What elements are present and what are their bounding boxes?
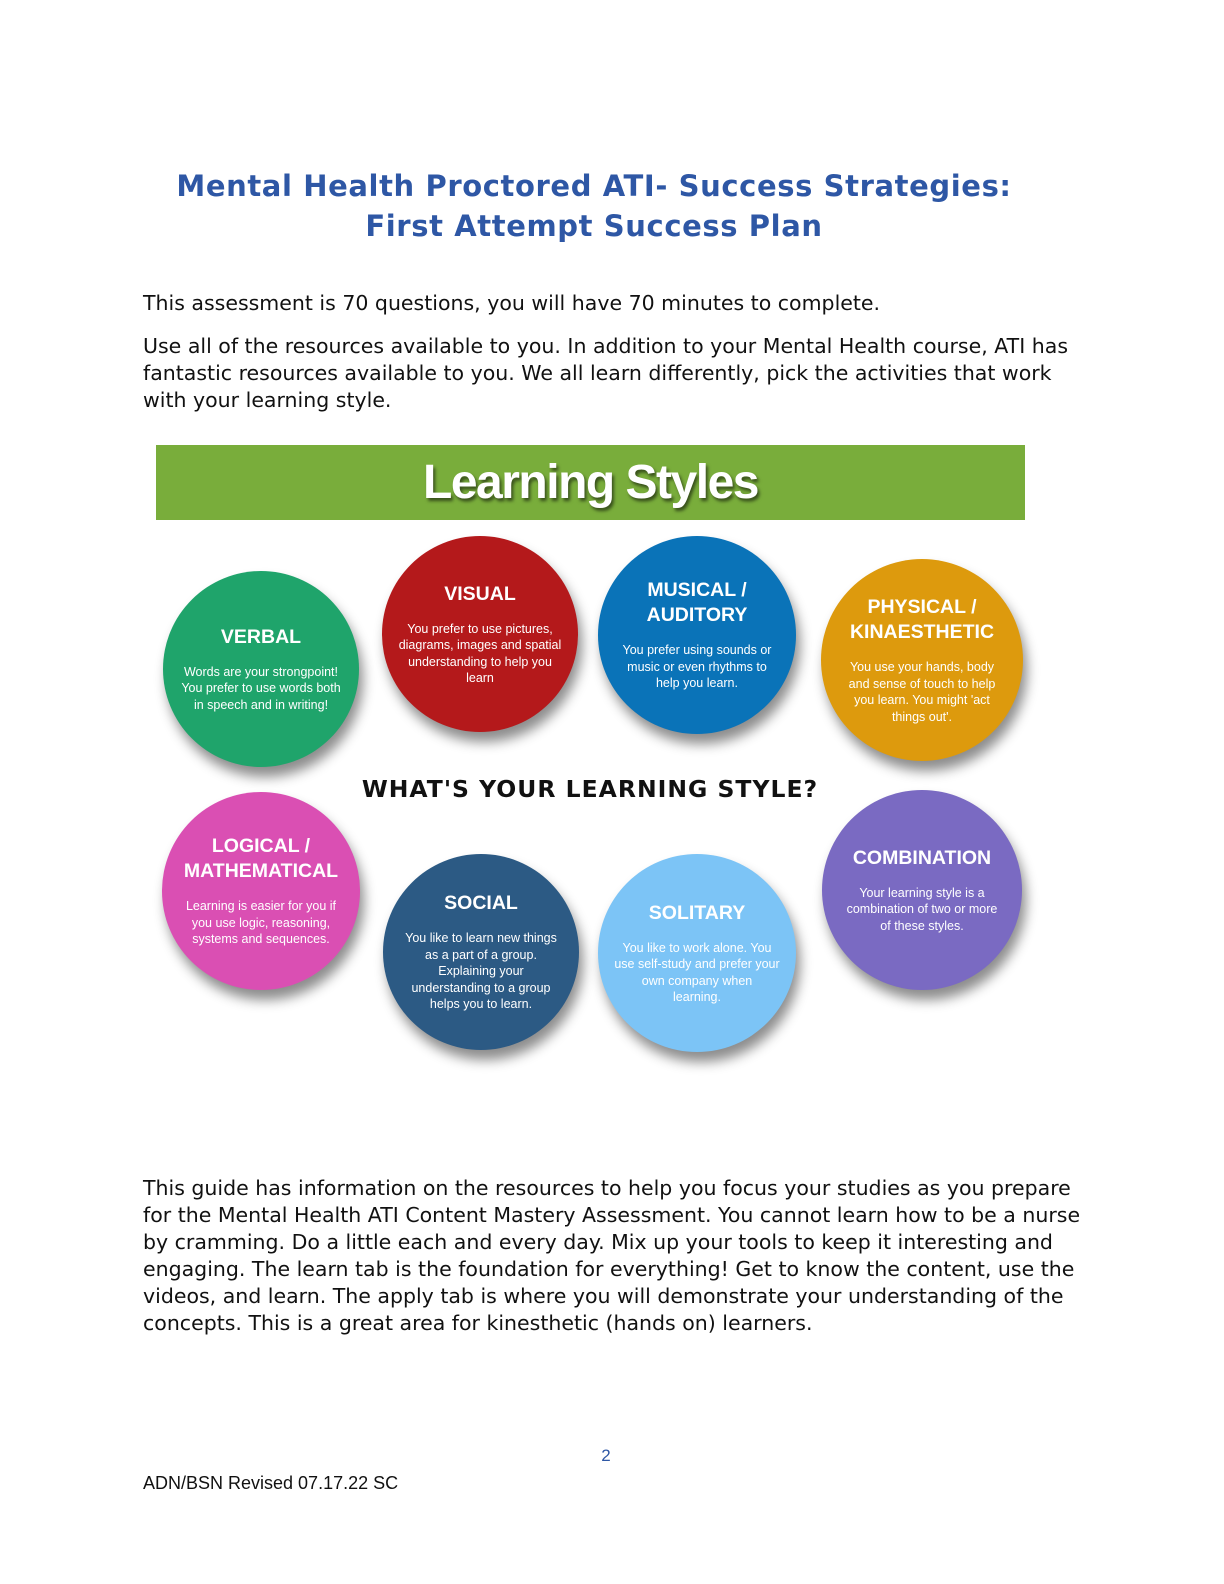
style-circle-verbal bbox=[163, 571, 359, 767]
style-description: You prefer to use pictures, diagrams, images and spatial understanding to help you learn bbox=[398, 621, 562, 685]
style-circle-visual bbox=[382, 536, 578, 732]
style-description: Your learning style is a combination of two or more of these styles. bbox=[846, 885, 998, 933]
learning-style-question: WHAT'S YOUR LEARNING STYLE? bbox=[361, 775, 819, 803]
style-title: PHYSICAL / KINAESTHETIC bbox=[849, 596, 995, 643]
resources-paragraph: Use all of the resources available to you. In addition to your Mental Health course, ATI has fantastic resources available to you. We all learn differently, pick the activities that work with your learning style. bbox=[143, 334, 1069, 412]
style-circle-combination bbox=[822, 790, 1022, 990]
style-title: LOGICAL / MATHEMATICAL bbox=[183, 835, 339, 883]
revision-note: ADN/BSN Revised 07.17.22 SC bbox=[143, 1473, 399, 1493]
style-circle-physical bbox=[821, 559, 1023, 761]
style-circle-musical bbox=[598, 536, 796, 734]
style-description: You use your hands, body and sense of touch to help you learn. You might 'act things out'. bbox=[848, 660, 996, 724]
title-line-2: First Attempt Success Plan bbox=[365, 209, 823, 243]
style-title: MUSICAL / AUDITORY bbox=[646, 579, 748, 627]
learning-styles-graphic bbox=[140, 430, 1040, 1070]
guide-paragraph: This guide has information on the resources to help you focus your studies as you prepare for the Mental Health ATI Content Mastery Assessment. You cannot learn how to be a nurse by cramming. Do a little each and every day. Mix up your tools to keep it interesting and engaging. The learn tab is the foundation for everything! Get to know the content, use the videos, and learn. The apply tab is where you will demonstrate your understanding of the concepts. This is a great area for kinesthetic (hands on) learners. bbox=[143, 1176, 1081, 1335]
style-description: Learning is easier for you if you use logic, reasoning, systems and sequences. bbox=[185, 899, 337, 947]
style-description: You like to work alone. You use self-study and prefer your own company when learning. bbox=[614, 940, 780, 1004]
style-circle-logical bbox=[162, 792, 360, 990]
title-line-1: Mental Health Proctored ATI- Success Strategies: bbox=[176, 169, 1012, 203]
style-title: SOCIAL bbox=[444, 892, 518, 915]
style-title: VERBAL bbox=[220, 625, 302, 648]
style-title: VISUAL bbox=[444, 582, 516, 605]
style-description: You prefer using sounds or music or even rhythms to help you learn. bbox=[622, 643, 772, 691]
style-description: You like to learn new things as a part of a group. Explaining your understanding to a group helps you to learn. bbox=[405, 931, 557, 1012]
document-title bbox=[0, 166, 1188, 246]
page-number: 2 bbox=[601, 1446, 611, 1465]
banner-title: Learning Styles bbox=[423, 456, 758, 509]
style-circle-solitary bbox=[598, 854, 796, 1052]
style-title: COMBINATION bbox=[852, 846, 992, 869]
intro-paragraph: This assessment is 70 questions, you will have 70 minutes to complete. bbox=[143, 291, 881, 315]
style-circle-social bbox=[383, 854, 579, 1050]
learning-styles-banner bbox=[156, 445, 1025, 520]
style-title: SOLITARY bbox=[648, 901, 746, 924]
style-description: Words are your strongpoint! You prefer to use words both in speech and in writing! bbox=[181, 664, 341, 712]
